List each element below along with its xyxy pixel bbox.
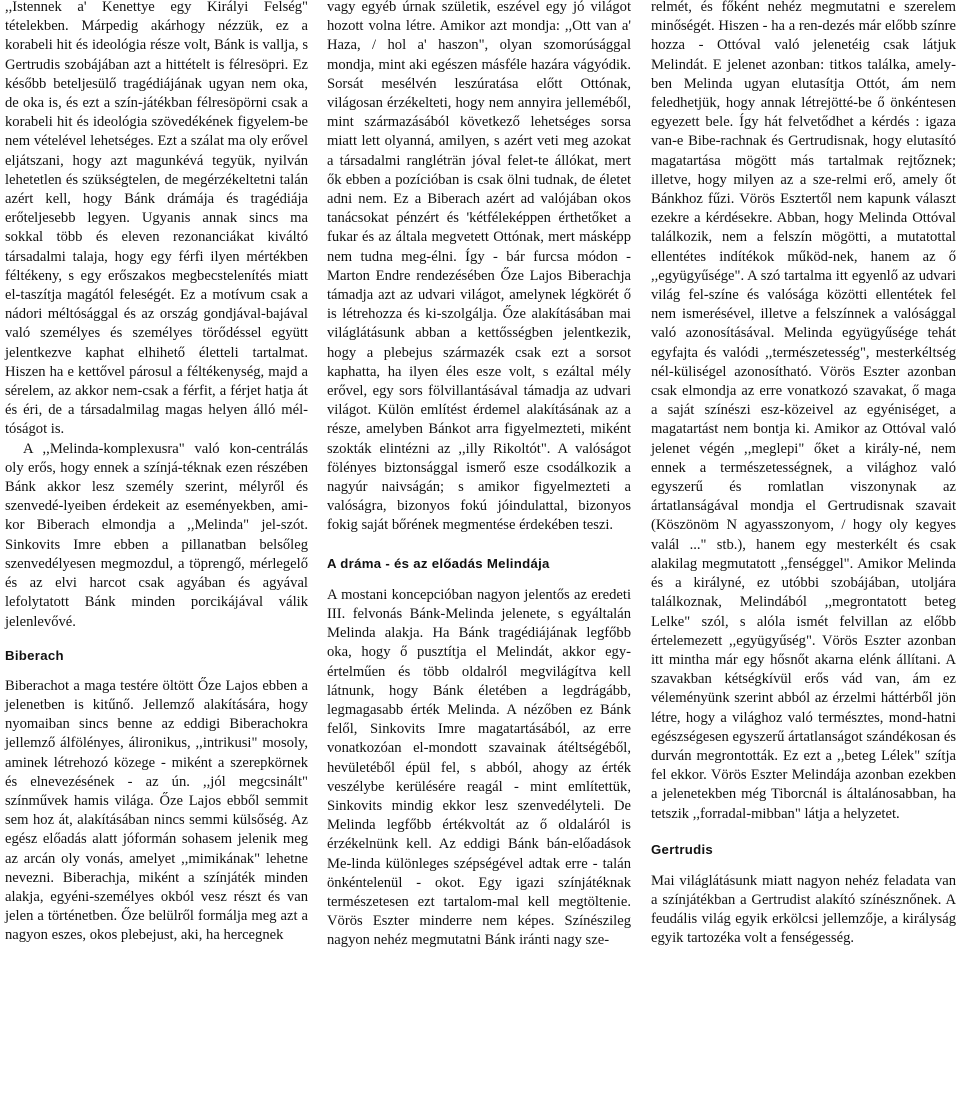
section-heading: Biberach [5, 647, 64, 663]
paragraph: A ,,Melinda-komplexusra" való kon-centrálás oly erős, hogy ennek a színjá-téknak ezen részében Bánk akkor lesz személy szerint, mélyről és szenvedé-lyeiben érdekeit az eseményekben, ami-kor Biberach elmondja a ,,Melinda" jel-szót. Sinkovits Imre ebben a pillanatban belsőleg szenvedélyesen megmozdul, a töprengő, mérlegelő és az elvi harcot csak agyában és agyával lefolytatott Bánk minden porcikájával válik jelenlevővé. [5, 440, 308, 630]
paragraph: A mostani koncepcióban nagyon jelentős az eredeti III. felvonás Bánk-Melinda jelenete, s egyáltalán Melinda alakja. Ha Bánk tragédiájának legfőbb oka, hogy ő pusztítja el Melindát, akkor egy-értelműen és több oldalról megvilágítva kell látnunk, hogy Bánk életében a legdrágább, legmagasabb érték Melinda. A nézőben ez Bánk felől, Sinkovits Imre magatartásából, az erre vonatkozóan el-mondott szavainak átéltségéből, hevületéből épül fel, s abból, ahogy az érték veszélybe kerülésére reagál - mint említettük, Sinkovits mindig ekkor lesz szenvedélyteli. De Melinda legfőbb értékvoltát az ő oldaláról is érzékelnünk kell. Az eddigi Bánk bán-előadások Me-linda különleges szépségével adtak erre - talán önkéntelenül - okot. Egy igazi színjátéknak természetesen ezt tartalom-mal kell megtöltenie. Vörös Eszter minderre nem képes. Színészileg nagyon nehéz megmutatni Bánk iránti nagy sze- [327, 586, 631, 949]
paragraph: ,,Istennek a' Kenettye egy Királyi Felség" tételekben. Márpedig akárhogy nézzük, ez a korabeli hit és ideológia része volt, Bánk is vallja, s Gertrudis szobájában azt a hittételt is félresöpri. Ez később beteljesülő tragédiájának ugyan nem oka, de oka is, és ezt a szín-játékban félresöpörni csak a korabeli hit és ideológia szövedékének figyelem-be nem vételével lehetséges. Ezt a szálat ma oly erővel eljátszani, hogy azt magunkévá tegyük, nyilván lehetetlen és szükségtelen, de megérzékeltetni talán azért kell, hogy Bánk drámája és tragédiája erőteljesebb legyen. Ugyanis annak sincs ma sokkal több és eleven rezonanciákat kiváltó társadalmi talaja, hogy egy férfi ilyen mértékben féltékeny, s egy erőszakos megbecstelenítés miatt el-taszítja magától feleségét. Ez a motívum csak a nádori méltósággal és az ország gondjával-bajával való személyes és személyes törődéssel együtt jelentkezve kaphat elhihető életteli tartalmat. Hiszen ha e kettővel párosul a féltékenység, majd a sérelem, az akkor nem-csak a férfit, a férjet hatja át és éri, de a társadalmilag magas helyen álló mél-tóságot is. [5, 0, 308, 438]
paragraph: relmét, és főként nehéz megmutatni e szerelem minőségét. Hiszen - ha a ren-dezés már előbb színre hozza - Ottóval való jelenetéig csak látjuk Melindát. E jelenet azonban: titkos találka, amely-ben Melinda ugyan elutasítja Ottót, ám nem feledhetjük, hogy annak létrejötté-be ő önkéntesen egyezett bele. Így hát felvetődhet a kérdés : igaza van-e Bibe-rachnak és Gertrudisnak, hogy elutasító magatartása mögött más tartalmak rejtőznek; illetve, hogy milyen az a sze-relmi erő, amely őt Bánkhoz fűzi. Vörös Esztertől nem kapunk választ ezekre a kérdésekre. Abban, hogy Melinda Ottóval találkozik, nem a felszín mögötti, a mutatottal ellentétes indítékok működ-nek, hanem az ő ,,együgyűsége". A szó tartalma itt egyenlő az udvari világ fel-színe és valósága közötti ellentétek fel nem ismerésével, illetve a felszínnek a valósággal való azonosításával. Melinda együgyűsége tehát egyfajta és valódi ,,természetesség", mesterkéltség nél-küliségel azonosítható. Vörös Eszter azonban csak elmondja az erre vonatkozó szavakat, ő maga a saját színészi esz-közeivel az egyéniséget, a magatartást nem bontja ki. Amikor az Ottóval való jelenet végén ,,meglepi" őket a király-né, nem ennek a természetességnek, a világhoz való egyszerű és romlatlan viszonynak az ártatlanságával mondja el Gertrudisnak szavait (Köszönöm N agyasszonyom, / hogy oly kegyes valál ..." stb.), hanem egy mesterkélt és csak alakilag megmutatott ,,fenséggel". Amikor Melinda és a királyné, ez utóbbi szobájában, utoljára találkoznak, Melindából ,,megrontatott beteg Lelke" szól, s alóla ismét felvillan az előbb értelemezett ,,együgyűség". Vörös Eszter azonban itt mintha már egy hősnőt akarna elénk állítani. A szavakban kétségkívül erős vád van, ám ez véleményünk szerint abból az érzelmi háttérből jön létre, hogy a világhoz való természtes, mond-hatni egészségesen egyszerű ártatlanságot szándékosan és durván megrontották. Ez ezt a ,,beteg Lélek" szítja fel ekkor. Vörös Eszter Melindája azonban ezekben a jelenetekben még Tiborcnál is általánosabban, ha tetszik ,,forradal-mibban" látja a helyzetet. [651, 0, 956, 822]
section-heading: Gertrudis [651, 841, 714, 857]
text-column-2 [327, 0, 631, 951]
section-heading: A dráma - és az előadás Melindája [327, 555, 550, 571]
text-column-3 [651, 0, 956, 949]
text-column-1 [5, 0, 308, 946]
paragraph: Biberachot a maga testére öltött Őze Lajos ebben a jelenetben is kitűnő. Jellemző alakítására, hogy nyomaiban sincs benne az eddigi Biberachokra jellemző álfölényes, álironikus, ,,intrikusi" mosoly, aminek létrehozó közege - miként a szerepkörnek és elnevezésének - az ún. ,,jól megcsinált" színművek hamis világa. Őze Lajos ebből semmit sem hoz át, alakításában nincs semmi külsőség. Az egész előadás alatt jóformán sohasem jelenik meg az arcán oly vonás, amelyet ,,mimikának" lehetne nevezni. Biberachja, miként a színjáték minden alakja, egyéni-személyes okból vesz részt és van jelen a történetben. Őze belülről formálja meg azt a nagyon eszes, okos plebejust, aki, ha hercegnek [5, 677, 308, 944]
paragraph: vagy egyéb úrnak születik, eszével egy jó világot hozott volna létre. Amikor azt mondja: ,,Ott van a' Haza, / hol a' haszon", olyan szomorúsággal mondja, mint aki egészen másféle hazára vágyódik. Sorsát mesélvén leszúratása előtt Ottónak, világosan érzékelteti, hogy nem annyira jelleméből, mint származásából következő lehetséges sorsa miatt lett olyanná, amilyen, s azért veti meg azokat a társadalmi rangléträn jóval felet-te állókat, mert ők ebben a pozícióban is csak ölni tudnak, de életet adni nem. Ez a Biberach azért ad valójában okos tanácsokat pénzért és 'kétféleképpen érthetőket a fukar és az általa megvetett Ottónak, mert másképp nem tudna meg-élni. Így - bár furcsa módon - Marton Endre rendezésében Őze Lajos Biberachja támadja azt az udvari világot, amelynek légkörét ő is létrehozza és ki-szolgálja. Őze alakításában mai világlátásunk abban a kettősségben jelentkezik, hogy a plebejus származék csak ezt a sorsot kaphatta, ha ilyen éles esze volt, s ezáltal mély erővel, egy sors fölvillantásával támadja az udvari világot. Külön említést érdemel alakításának az a része, amelyben Bánkot arra figyelmezteti, miként szokták elintézni az ,,illy Rikoltót". A valóságot fölényes biztonsággal ismerő esze csodálkozik a nagyúr naivságán; s amikor figyelmezteti a valóságra, bizonyos fokú jóindulattal, bizonyos fokig saját bőrének megmentése érdekében teszi. [327, 0, 631, 534]
paragraph: Mai világlátásunk miatt nagyon nehéz feladata van a színjátékban a Gertrudist alakító színésznőnek. A feudális világ egyik erkölcsi jellemzője, a királyság egyik tartozéka volt a fenségesség. [651, 872, 956, 947]
